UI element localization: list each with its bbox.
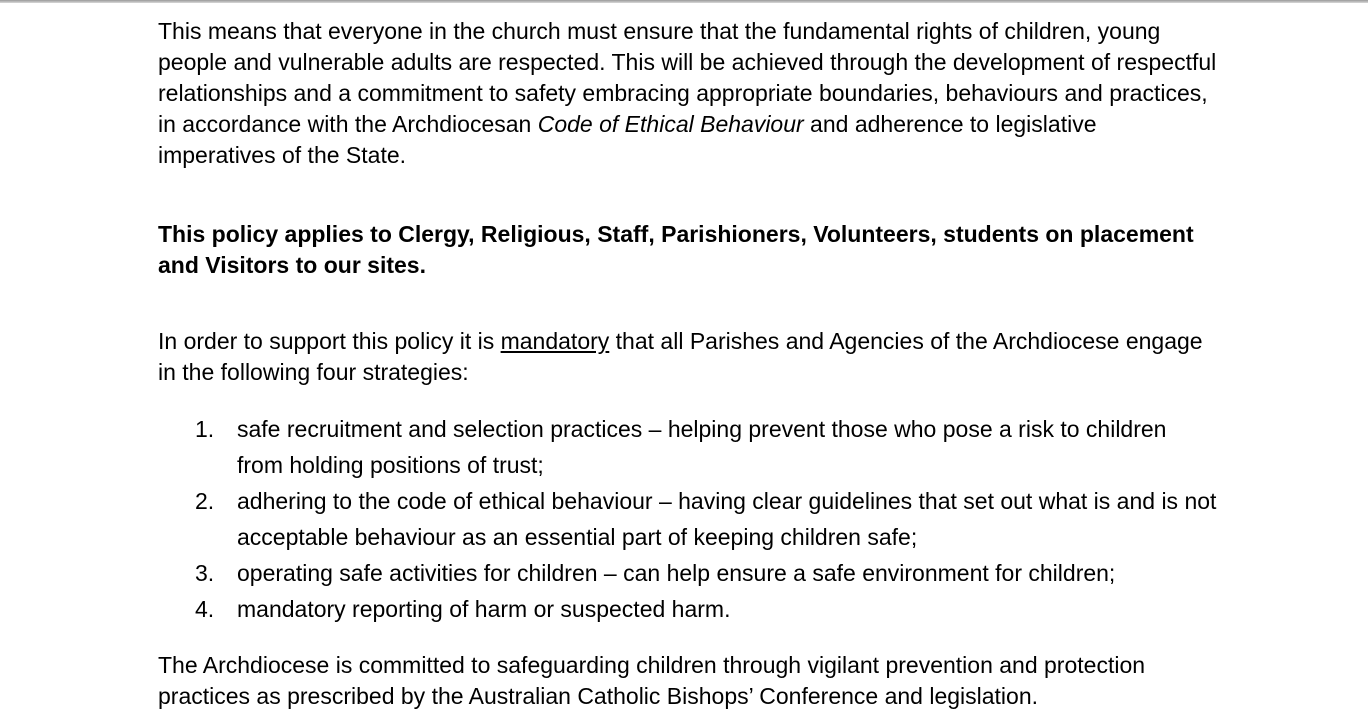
list-item-number: 3. — [195, 560, 215, 586]
paragraph-mandatory-text-end: that all Parishes and Agencies of the Archdiocese engage in the following four strategies: — [158, 328, 1203, 385]
paragraph-mandatory-text: In order to support this policy it is — [158, 328, 501, 354]
strategies-list — [158, 411, 1218, 627]
list-item-number: 4. — [195, 596, 215, 622]
list-item — [158, 411, 1218, 483]
list-item-text: safe recruitment and selection practices – helping prevent those who pose a risk to children from holding positions of trust; — [237, 416, 1167, 478]
list-item-number: 2. — [195, 488, 215, 514]
paragraph-rights-text-end: and adherence to legislative imperatives of the State. — [158, 111, 1097, 168]
list-item-text: mandatory reporting of harm or suspected harm. — [237, 596, 731, 622]
list-item-text: operating safe activities for children – can help ensure a safe environment for children; — [237, 560, 1116, 586]
paragraph-commitment: The Archdiocese is committed to safeguarding children through vigilant prevention and protection practices as prescribed by the Australian Catholic Bishops’ Conference and legislation. — [158, 652, 1146, 709]
document-page — [158, 16, 1218, 712]
list-item-text: adhering to the code of ethical behaviour – having clear guidelines that set out what is and is not acceptable behaviour as an essential part of keeping children safe; — [237, 488, 1217, 550]
paragraph-rights — [158, 16, 1218, 171]
list-item — [158, 555, 1218, 591]
paragraph-mandatory — [158, 326, 1218, 388]
list-item-number: 1. — [195, 416, 215, 442]
paragraph-rights-text: This means that everyone in the church must ensure that the fundamental rights of children, young people and vulnerable adults are respected. This will be achieved through the development of respectful relationships and a commitment to safety embracing appropriate boundaries, behaviours and practices, in accordance with the Archdiocesan — [158, 18, 1217, 137]
mandatory-underlined: mandatory — [500, 328, 610, 354]
list-item — [158, 591, 1218, 627]
list-item — [158, 483, 1218, 555]
code-of-ethical-behaviour-title: Code of Ethical Behaviour — [537, 111, 804, 137]
policy-applies-statement: This policy applies to Clergy, Religious, Staff, Parishioners, Volunteers, students on placement and Visitors to our sites. — [158, 221, 1194, 278]
page-top-border — [0, 0, 1368, 3]
